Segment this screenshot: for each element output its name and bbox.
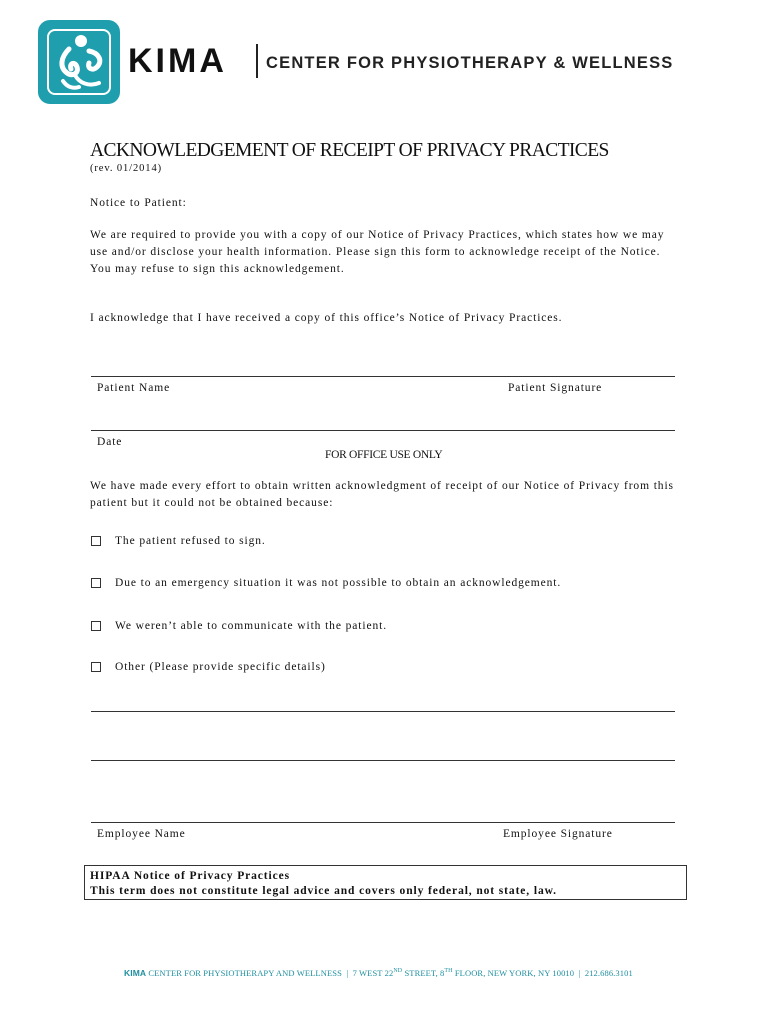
footer-address	[353, 968, 575, 978]
refused-checkbox[interactable]	[91, 536, 101, 546]
hipaa-disclaimer: This term does not constitute legal advice and covers only federal, not state, law.	[90, 885, 557, 897]
footer-address-sup-2: TH	[444, 968, 453, 975]
footer-phone: 212.686.3101	[584, 968, 633, 978]
footer-separator: |	[346, 968, 349, 978]
employee-name-label: Employee Name	[97, 828, 186, 840]
details-line-1[interactable]	[91, 711, 675, 712]
revision-note: (rev. 01/2014)	[90, 163, 162, 174]
dancer-figure-icon	[49, 31, 109, 93]
patient-name-label: Patient Name	[97, 382, 171, 394]
salutation: Notice to Patient:	[90, 197, 187, 209]
patient-signature-line[interactable]	[91, 376, 675, 377]
page-footer	[124, 968, 633, 978]
emergency-checkbox[interactable]	[91, 578, 101, 588]
date-line[interactable]	[91, 430, 675, 431]
employee-signature-line[interactable]	[91, 822, 675, 823]
footer-address-sup-1: ND	[393, 968, 403, 975]
footer-center-name: CENTER FOR PHYSIOTHERAPY AND WELLNESS	[148, 968, 342, 978]
option-refused-label: The patient refused to sign.	[115, 535, 266, 547]
office-line-1: We have made every effort to obtain written acknowledgment of receipt of our Notice of Privacy from this	[90, 480, 674, 492]
office-use-heading: FOR OFFICE USE ONLY	[325, 449, 443, 461]
option-refused	[91, 535, 266, 547]
brand-tagline: CENTER FOR PHYSIOTHERAPY & WELLNESS	[266, 54, 674, 72]
intro-line-3: You may refuse to sign this acknowledgement.	[90, 263, 345, 275]
option-communicate	[91, 620, 387, 632]
details-line-2[interactable]	[91, 760, 675, 761]
footer-separator-2: |	[578, 968, 581, 978]
option-communicate-label: We weren’t able to communicate with the patient.	[115, 620, 387, 632]
acknowledge-statement: I acknowledge that I have received a copy of this office’s Notice of Privacy Practices.	[90, 312, 563, 324]
footer-address-street: 7 WEST 22	[352, 968, 394, 978]
intro-line-2: use and/or disclose your health information. Please sign this form to acknowledge receipt of the Notice.	[90, 246, 661, 258]
employee-signature-label: Employee Signature	[503, 828, 613, 840]
option-other	[91, 661, 326, 673]
patient-signature-label: Patient Signature	[508, 382, 603, 394]
option-emergency-label: Due to an emergency situation it was not possible to obtain an acknowledgement.	[115, 577, 562, 589]
kima-logo-mark	[38, 20, 120, 104]
page-title: ACKNOWLEDGEMENT OF RECEIPT OF PRIVACY PRACTICES	[90, 140, 609, 161]
footer-brand: KIMA	[124, 968, 147, 978]
other-checkbox[interactable]	[91, 662, 101, 672]
intro-line-1: We are required to provide you with a copy of our Notice of Privacy Practices, which states how we may	[90, 229, 665, 241]
header-divider	[256, 44, 258, 78]
footer-address-floor: STREET, 8	[402, 968, 445, 978]
footer-address-city: FLOOR, NEW YORK, NY 10010	[452, 968, 575, 978]
brand-name: KIMA	[128, 42, 227, 80]
option-emergency	[91, 577, 561, 589]
hipaa-notice-box	[84, 865, 687, 900]
office-line-2: patient but it could not be obtained because:	[90, 497, 334, 509]
date-label: Date	[97, 436, 123, 448]
hipaa-title: HIPAA Notice of Privacy Practices	[90, 870, 291, 882]
option-other-label: Other (Please provide specific details)	[115, 661, 326, 673]
communicate-checkbox[interactable]	[91, 621, 101, 631]
